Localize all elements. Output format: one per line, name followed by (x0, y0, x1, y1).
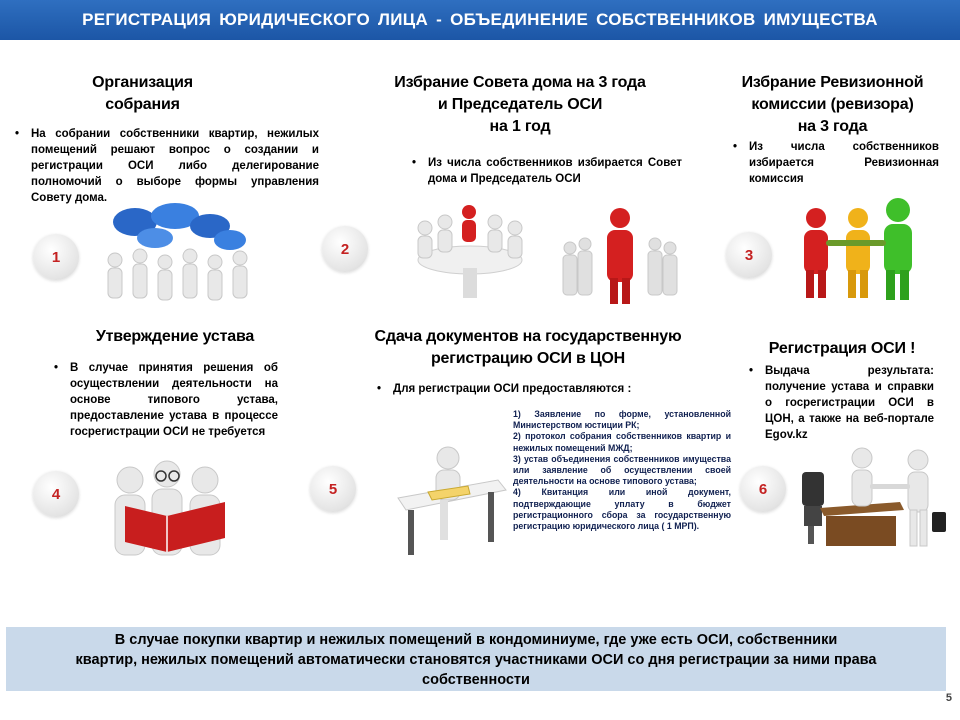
step-3-number: 3 (726, 232, 772, 278)
desk-icon (388, 440, 513, 560)
bullet-icon: • (412, 157, 417, 169)
step-4-number: 4 (33, 471, 79, 517)
meeting-leader-icon (405, 198, 705, 308)
discussion-icon (90, 200, 260, 308)
step-5-number: 5 (310, 466, 356, 512)
page-number: 5 (945, 692, 952, 704)
step-5-text: • Для регистрации ОСИ предоставляются : (377, 383, 632, 395)
step-4-text: • В случае принятия решения об осуществлении деятельности на основе типового устава, предоставление устава в процессе госрегистрации ОСИ не требуется (54, 362, 278, 438)
page-header (0, 0, 960, 40)
bullet-icon: • (749, 365, 754, 377)
document-item: 3) устав объединения собственников имущества или заявление об осуществлении своей деятельности на основе типового устава; (513, 453, 731, 487)
step-1-text: • На собрании собственники квартир, нежилых помещений решают вопрос о создании и регистрации ОСИ либо делегирование полномочий о выборе формы управления Совету дома. (15, 128, 319, 204)
documents-list (513, 409, 731, 532)
step-6-title: Регистрация ОСИ ! (768, 340, 916, 357)
footer-note: В случае покупки квартир и нежилых помещений в кондоминиуме, где уже есть ОСИ, собственники квартир, нежилых помещений автоматически становятся участниками ОСИ со дня регистрации за ними права собственности (6, 627, 946, 691)
step-5-title: Сдача документов на государственную регистрацию ОСИ в ЦОН (374, 328, 682, 367)
document-item: 1) Заявление по форме, установленной Министерством юстиции РК; (513, 409, 731, 431)
step-2-number: 2 (322, 226, 368, 272)
step-3-title: Избрание Ревизионной комиссии (ревизора) на 3 года (741, 74, 924, 135)
step-1-number: 1 (33, 234, 79, 280)
step-2-text: • Из числа собственников избирается Совет дома и Председатель ОСИ (412, 157, 682, 185)
step-6-number: 6 (740, 466, 786, 512)
step-6-text: • Выдача результата: получение устава и справки о госрегистрации ОСИ в ЦОН, а также на веб-портале Egov.kz (749, 365, 934, 441)
step-1-title: Организация собрания (92, 74, 193, 113)
reading-icon (95, 458, 240, 578)
document-item: 2) протокол собрания собственников квартир и нежилых помещений МЖД; (513, 431, 731, 453)
handshake-icon (800, 446, 950, 550)
header-title: РЕГИСТРАЦИЯ ЮРИДИЧЕСКОГО ЛИЦА - ОБЪЕДИНЕНИЕ СОБСТВЕННИКОВ ИМУЩЕСТВА (82, 10, 878, 29)
step-4-title: Утверждение устава (95, 328, 255, 345)
bullet-icon: • (733, 141, 738, 153)
team-icon (788, 196, 938, 302)
bullet-icon: • (377, 383, 382, 395)
step-2-title: Избрание Совета дома на 3 года и Председатель ОСИ на 1 год (394, 74, 646, 135)
step-3-text: • Из числа собственников избирается Ревизионная комиссия (733, 141, 939, 185)
document-item: 4) Квитанция или иной документ, подтверждающие уплату в бюджет регистрационного сбора за государственную регистрацию юридического лица ( 1 МРП). (513, 487, 731, 532)
bullet-icon: • (54, 362, 59, 374)
bullet-icon: • (15, 128, 20, 140)
